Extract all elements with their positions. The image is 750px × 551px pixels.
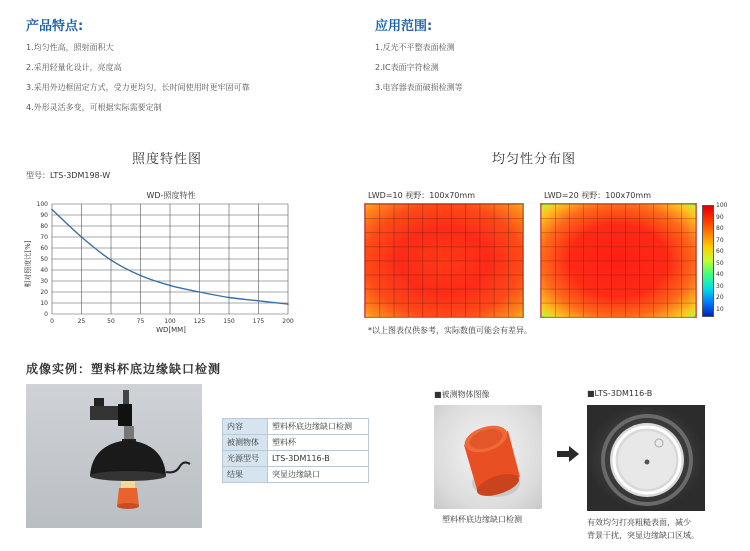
device-illustration (26, 384, 202, 528)
y-tick-label: 20 (40, 289, 48, 296)
result-caption-1: 有效均匀打亮粗糙表面，减少 (587, 518, 691, 527)
scale-tick: 20 (716, 294, 724, 301)
features-item-1: 1.均匀性高，照射面积大 (26, 43, 114, 52)
features-item-2: 2.采用轻量化设计，亮度高 (26, 63, 122, 72)
x-tick-label: 125 (193, 318, 206, 325)
y-tick-label: 50 (40, 256, 48, 263)
table-key: 结果 (223, 467, 268, 483)
features-list (26, 43, 250, 113)
table-value: 塑料杯底边缘缺口检测 (268, 419, 369, 435)
result-image-label: ■LTS-3DM116-B (587, 389, 653, 398)
x-tick-label: 25 (77, 318, 86, 325)
table-value: LTS-3DM116-B (268, 451, 369, 467)
x-tick-label: 50 (107, 318, 115, 325)
map1-label: LWD=10 视野：100x70mm (368, 191, 475, 200)
object-image-label: ■被测物体图像 (434, 390, 490, 399)
scale-tick: 100 (716, 202, 728, 209)
x-tick-label: 75 (136, 318, 145, 325)
chart-point (287, 303, 289, 305)
table-row (223, 451, 369, 467)
example-title: 成像实例：塑料杯底边缘缺口检测 (26, 362, 222, 376)
table-row (223, 419, 369, 435)
y-tick-label: 40 (40, 267, 48, 274)
color-scale-bar (702, 205, 714, 317)
table-value: 突显边缘缺口 (268, 467, 369, 483)
x-tick-label: 150 (223, 318, 235, 325)
features-item-4: 4.外形灵活多变，可根据实际需要定制 (26, 103, 162, 112)
x-tick-label: 175 (252, 318, 265, 325)
scale-tick: 40 (716, 271, 724, 278)
object-caption: 塑料杯底边缘缺口检测 (442, 515, 522, 524)
applications-item-3: 3.电容器表面破损检测等 (375, 83, 463, 92)
result-image (587, 405, 705, 511)
illum-model: 型号：LTS-3DM198-W (26, 171, 111, 180)
chart-point (140, 275, 142, 277)
chart-ticks (37, 201, 294, 325)
chart-xlabel: WD[MM] (156, 326, 186, 334)
result-cup-icon (587, 405, 705, 511)
info-table (222, 418, 369, 483)
color-scale-ticks (716, 202, 738, 317)
map2-label: LWD=20 视野：100x70mm (544, 191, 651, 200)
x-tick-label: 100 (164, 318, 176, 325)
x-tick-label: 200 (282, 318, 294, 325)
y-tick-label: 80 (40, 223, 48, 230)
scale-tick: 30 (716, 282, 724, 290)
scale-tick: 10 (716, 305, 724, 313)
scale-tick: 70 (716, 236, 724, 244)
y-tick-label: 60 (40, 245, 48, 252)
applications-item-1: 1.反光不平整表面检测 (375, 43, 455, 52)
features-title: 产品特点: (26, 19, 84, 34)
chart-point (110, 259, 112, 261)
table-row (223, 435, 369, 451)
table-key: 被测物体 (223, 435, 268, 451)
scale-tick: 60 (716, 248, 724, 255)
uniformity-title: 均匀性分布图 (492, 152, 577, 167)
scale-tick: 50 (716, 259, 724, 267)
applications-item-2: 2.IC表面字符检测 (375, 63, 439, 72)
table-key: 光源型号 (223, 451, 268, 467)
applications-title: 应用范围: (375, 19, 433, 34)
arrow-right-icon (557, 446, 579, 466)
chart-point (199, 291, 201, 293)
chart-ylabel: 相对照度比[%] (24, 240, 32, 288)
scale-tick: 80 (716, 225, 724, 232)
object-image (434, 405, 542, 509)
table-row (223, 467, 369, 483)
y-tick-label: 30 (40, 278, 48, 285)
chart-title: WD-照度特性 (146, 191, 196, 200)
cup-icon (434, 405, 542, 509)
chart-point (51, 209, 53, 211)
y-tick-label: 100 (36, 201, 48, 208)
chart-point (258, 300, 260, 302)
table-key: 内容 (223, 419, 268, 435)
y-tick-label: 90 (40, 212, 48, 219)
result-caption-2: 背景干扰，突显边缘缺口区域。 (587, 531, 699, 540)
features-item-3: 3.采用外边框固定方式，受力更均匀，长时间使用时更牢固可靠 (26, 83, 250, 92)
uniformity-note: *以上图表仅供参考，实际数值可能会有差异。 (368, 326, 532, 335)
illum-chart (20, 186, 305, 336)
y-tick-label: 10 (40, 300, 48, 307)
uniformity-map-2 (540, 203, 697, 318)
illum-chart-title: 照度特性图 (132, 152, 203, 167)
y-tick-label: 0 (44, 311, 48, 318)
chart-point (81, 236, 83, 238)
scale-tick: 90 (716, 213, 724, 221)
applications-list (375, 43, 463, 93)
x-tick-label: 0 (50, 318, 54, 325)
light-source-icon (26, 384, 202, 528)
chart-point (228, 297, 230, 299)
y-tick-label: 70 (40, 234, 48, 241)
table-value: 塑料杯 (268, 435, 369, 451)
chart-point (169, 285, 171, 287)
uniformity-map-1 (364, 203, 524, 318)
chart-grid (52, 204, 288, 314)
